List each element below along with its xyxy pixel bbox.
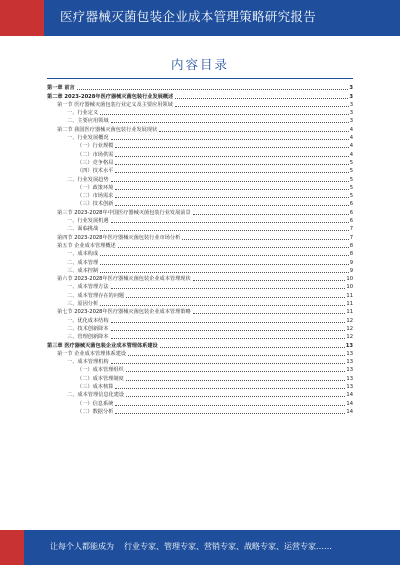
toc-entry[interactable] [47, 258, 353, 266]
toc-entry[interactable] [47, 225, 353, 233]
toc-entry-page: 4 [349, 143, 353, 150]
toc-leader-dots [100, 272, 349, 273]
toc-leader-dots [111, 181, 349, 182]
toc-entry-label: 一、成本管理机构 [67, 359, 109, 366]
toc-entry-page: 13 [346, 383, 353, 390]
toc-leader-dots [100, 255, 349, 256]
toc-entry-label: 二、成本管理信息化建设 [67, 392, 125, 399]
toc-entry-page: 8 [349, 242, 353, 249]
report-footer [0, 530, 400, 565]
toc-leader-dots [111, 322, 346, 323]
toc-entry-page: 11 [346, 301, 353, 308]
toc-entry-page: 9 [349, 259, 353, 266]
toc-entry-label: （二）数据分析 [77, 408, 114, 415]
toc-leader-dots [115, 197, 348, 198]
footer-slogan-lead: 让每个人都能成为 [50, 542, 114, 551]
toc-leader-dots [193, 214, 349, 215]
toc-entry-page: 13 [346, 375, 353, 382]
toc-entry-label: 二、行业发展趋势 [67, 176, 109, 183]
toc-entry-page: 5 [349, 168, 353, 175]
toc-entry-page: 14 [346, 408, 353, 415]
toc-entry-label: 一、行业发展机遇 [67, 218, 109, 225]
toc-entry[interactable] [47, 167, 353, 175]
toc-entry-label: 三、成本控制 [67, 267, 99, 274]
toc-entry-label: 一、行业定义 [67, 110, 99, 117]
toc-entry[interactable] [47, 117, 353, 125]
toc-entry-label: （四）技术水平 [77, 168, 114, 175]
toc-leader-dots [111, 122, 349, 123]
toc-leader-dots [115, 156, 348, 157]
toc-entry-label: 第二章 2023-2028年医疗器械灭菌包装行业发展概述 [47, 93, 174, 100]
toc-entry-label: （三）成本核算 [77, 383, 114, 390]
toc-entry-label: 二、面临挑战 [67, 226, 99, 233]
toc-entry-page: 10 [346, 276, 353, 283]
toc-leader-dots [126, 297, 345, 298]
toc-entry-label: 三、管理创新降本 [67, 334, 109, 341]
toc-entry[interactable] [47, 217, 353, 225]
toc-entry[interactable] [47, 92, 353, 100]
toc-entry[interactable] [47, 233, 353, 241]
toc-entry-page: 12 [346, 334, 353, 341]
toc-entry-page: 7 [349, 234, 353, 241]
toc-entry-label: （二）成本管理制度 [77, 375, 124, 382]
toc-leader-dots [193, 280, 346, 281]
toc-leader-dots [182, 239, 348, 240]
toc-entry-label: 一、优化成本结构 [67, 317, 109, 324]
toc-entry-label: 二、技术创新降本 [67, 325, 109, 332]
toc-entry-page: 5 [349, 184, 353, 191]
toc-entry-label: 第一章 前言 [47, 85, 75, 92]
toc-leader-dots [175, 98, 348, 99]
toc-leader-dots [126, 380, 346, 381]
toc-entry-page: 9 [349, 267, 353, 274]
report-title: 医疗器械灭菌包装企业成本管理策略研究报告 [60, 9, 317, 24]
toc-entry[interactable] [47, 350, 353, 358]
toc-entry-label: 第四节 2023-2028年医疗器械灭菌包装行业市场分析 [57, 234, 181, 241]
toc-leader-dots [175, 106, 349, 107]
toc-entry[interactable] [47, 267, 353, 275]
toc-entry-label: 第七节 2023-2028年医疗器械灭菌包装企业成本管理策略 [57, 309, 191, 316]
toc-entry-page: 3 [349, 118, 353, 125]
toc-leader-dots [115, 189, 348, 190]
toc-entry-page: 10 [346, 284, 353, 291]
toc-entry[interactable] [47, 408, 353, 416]
toc-entry-label: （一）成本管理组织 [77, 367, 124, 374]
footer-accent-stripe [0, 530, 24, 565]
toc-entry[interactable] [47, 150, 353, 158]
toc-entry-page: 13 [346, 359, 353, 366]
toc-entry[interactable] [47, 325, 353, 333]
toc-leader-dots [128, 355, 345, 356]
toc-divider [47, 78, 353, 79]
toc-entry-label: 二、主要应用领域 [67, 118, 109, 125]
toc-entry[interactable] [47, 109, 353, 117]
toc-leader-dots [115, 413, 345, 414]
toc-entry[interactable] [47, 200, 353, 208]
toc-entry[interactable] [47, 399, 353, 407]
toc-entry-page: 3 [349, 85, 353, 92]
toc-entry-label: 第二节 我国医疗器械灭菌包装行业发展现状 [57, 126, 158, 133]
toc-entry[interactable] [47, 208, 353, 216]
toc-entry[interactable] [47, 84, 353, 92]
toc-entry-page: 12 [346, 325, 353, 332]
toc-entry-page: 4 [349, 151, 353, 158]
toc-leader-dots [159, 131, 348, 132]
toc-entry-label: （三）技术创新 [77, 201, 114, 208]
toc-entry-label: 第五节 企业成本管理概述 [57, 242, 116, 249]
report-header [0, 0, 400, 36]
toc-entry-page: 3 [349, 101, 353, 108]
footer-slogan [50, 541, 332, 552]
toc-entry-label: （一）行业规模 [77, 143, 114, 150]
toc-entry[interactable] [47, 242, 353, 250]
toc-entry-page: 13 [346, 350, 353, 357]
toc-entry-page: 8 [349, 251, 353, 258]
toc-leader-dots [193, 313, 346, 314]
toc-entry[interactable] [47, 316, 353, 324]
toc-entry-page: 14 [346, 392, 353, 399]
toc-entry-page: 5 [349, 176, 353, 183]
toc-entry-label: （二）市场供需 [77, 151, 114, 158]
toc-leader-dots [100, 305, 345, 306]
toc-entry[interactable] [47, 291, 353, 299]
toc-heading: 内容目录 [170, 57, 229, 72]
footer-slogan-list: 行业专家、管理专家、营销专家、战略专家、运营专家…… [124, 542, 332, 551]
toc-leader-dots [115, 388, 345, 389]
header-accent-stripe [0, 0, 44, 36]
toc-leader-dots [100, 264, 349, 265]
toc-entry-page: 11 [346, 309, 353, 316]
toc-entry-label: 第三章 医疗器械灭菌包装企业成本管理体系建设 [47, 342, 158, 349]
toc-entry[interactable] [47, 341, 353, 349]
toc-entry[interactable] [47, 134, 353, 142]
toc-entry-label: （一）信息系统 [77, 400, 114, 407]
toc-entry[interactable] [47, 101, 353, 109]
toc-leader-dots [126, 371, 346, 372]
toc-entry-label: 一、成本管理方法 [67, 284, 109, 291]
toc-leader-dots [111, 338, 346, 339]
toc-leader-dots [111, 363, 346, 364]
toc-entry[interactable] [47, 250, 353, 258]
toc-leader-dots [100, 114, 349, 115]
toc-entry-label: （三）竞争格局 [77, 159, 114, 166]
toc-entry-label: 第六节 2023-2028年医疗器械灭菌包装企业成本管理现状 [57, 276, 191, 283]
toc-entry-label: （二）市场需求 [77, 193, 114, 200]
toc-entry-label: 二、成本管理存在的问题 [67, 292, 125, 299]
table-of-contents [47, 84, 353, 416]
toc-entry-page: 5 [349, 159, 353, 166]
toc-leader-dots [115, 405, 345, 406]
toc-entry[interactable] [47, 333, 353, 341]
toc-leader-dots [111, 288, 346, 289]
toc-leader-dots [111, 139, 349, 140]
toc-entry[interactable] [47, 142, 353, 150]
toc-entry[interactable] [47, 184, 353, 192]
toc-entry-page: 4 [349, 135, 353, 142]
toc-entry[interactable] [47, 283, 353, 291]
toc-entry-label: 第一节 企业成本管理体系建设 [57, 350, 127, 357]
toc-leader-dots [111, 222, 349, 223]
toc-entry[interactable] [47, 300, 353, 308]
toc-entry[interactable] [47, 308, 353, 316]
toc-entry-page: 14 [346, 400, 353, 407]
toc-entry[interactable] [47, 366, 353, 374]
toc-entry[interactable] [47, 175, 353, 183]
toc-leader-dots [126, 396, 345, 397]
toc-entry[interactable] [47, 391, 353, 399]
toc-leader-dots [111, 330, 346, 331]
toc-leader-dots [100, 230, 349, 231]
toc-entry-page: 6 [349, 218, 353, 225]
toc-entry-label: 三、原因分析 [67, 301, 99, 308]
toc-entry-label: 一、成本构成 [67, 251, 99, 258]
toc-leader-dots [77, 89, 349, 90]
toc-entry[interactable] [47, 374, 353, 382]
toc-leader-dots [118, 247, 349, 248]
toc-entry-page: 5 [349, 193, 353, 200]
toc-entry-page: 13 [345, 342, 353, 349]
toc-entry-page: 6 [349, 209, 353, 216]
toc-entry-page: 4 [349, 126, 353, 133]
toc-entry[interactable] [47, 159, 353, 167]
toc-leader-dots [115, 172, 348, 173]
toc-entry[interactable] [47, 275, 353, 283]
toc-entry-label: 第一节 医疗器械灭菌包装行业定义及主要应用领域 [57, 101, 173, 108]
toc-entry[interactable] [47, 192, 353, 200]
toc-entry-label: 第三节 2023-2028年中国医疗器械灭菌包装行业发展前景 [57, 209, 191, 216]
toc-entry-page: 3 [349, 93, 353, 100]
toc-entry-label: 二、成本管理 [67, 259, 99, 266]
toc-entry-label: （一）政策环境 [77, 184, 114, 191]
toc-entry-page: 11 [346, 292, 353, 299]
toc-leader-dots [115, 147, 348, 148]
toc-entry-page: 3 [349, 110, 353, 117]
toc-leader-dots [160, 347, 345, 348]
toc-entry[interactable] [47, 125, 353, 133]
toc-entry-page: 13 [346, 367, 353, 374]
toc-leader-dots [115, 205, 348, 206]
toc-entry-label: 一、行业发展概况 [67, 135, 109, 142]
toc-entry-page: 7 [349, 226, 353, 233]
toc-entry-page: 12 [346, 317, 353, 324]
toc-entry[interactable] [47, 358, 353, 366]
toc-leader-dots [115, 164, 348, 165]
toc-entry[interactable] [47, 383, 353, 391]
toc-entry-page: 6 [349, 201, 353, 208]
